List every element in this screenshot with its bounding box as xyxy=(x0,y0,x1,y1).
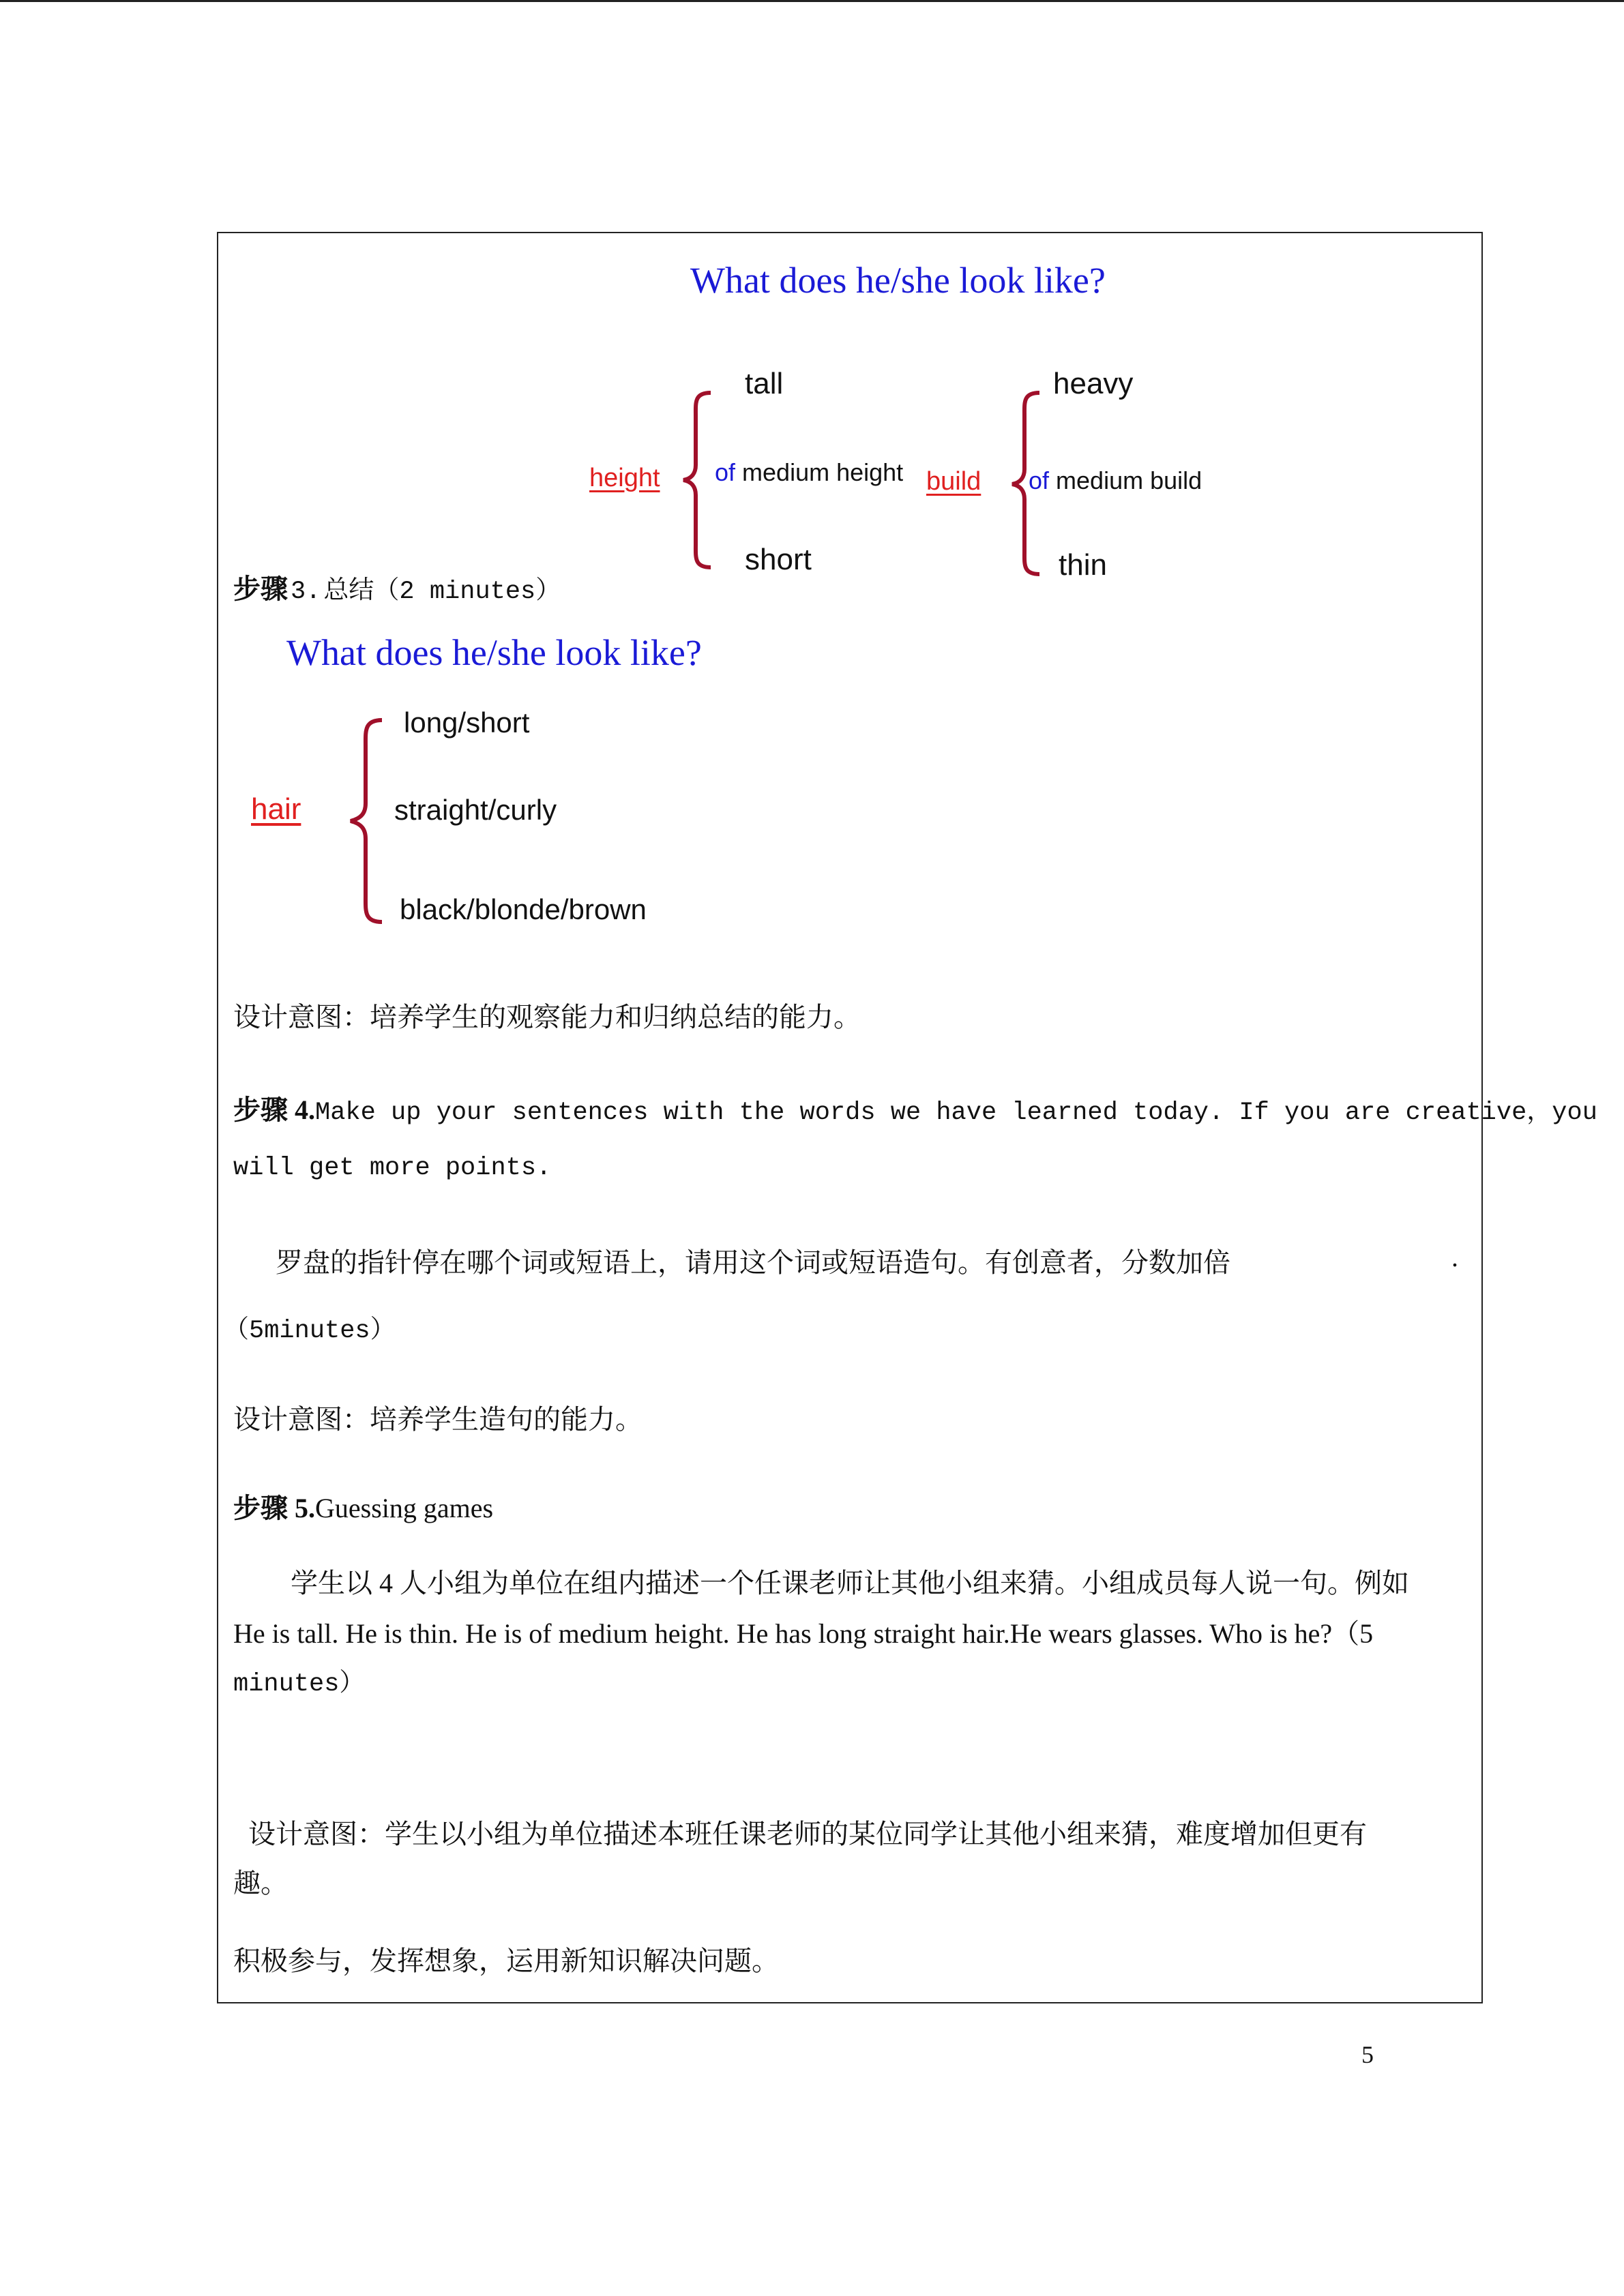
build-item-thin: thin xyxy=(1059,548,1107,582)
build-item-heavy: heavy xyxy=(1053,367,1134,400)
step3-heading xyxy=(233,567,561,606)
design-intent-3-line1: 设计意图：学生以小组为单位描述本班任课老师的某位同学让其他小组来猜，难度增加但更有 xyxy=(248,1819,1367,1849)
diagram1-title: What does he/she look like? xyxy=(690,260,1106,301)
step3-label: 步骤 xyxy=(233,573,288,604)
closing-text: 积极参与，发挥想象，运用新知识解决问题。 xyxy=(233,1945,779,1976)
content-frame xyxy=(217,232,1597,2003)
hair-category: hair xyxy=(251,792,301,826)
hair-item-color: black/blonde/brown xyxy=(400,893,647,925)
page-number: 5 xyxy=(1361,2041,1374,2068)
step5-line2: He is tall. He is thin. He is of medium height. He has long straight hair.He wears glasses. Who is he?（5 xyxy=(233,1618,1374,1649)
step4-line1 xyxy=(233,1088,1597,1127)
step4-label: 步骤 4. xyxy=(233,1094,315,1125)
design-intent-1: 设计意图：培养学生的观察能力和归纳总结的能力。 xyxy=(233,1002,861,1032)
diagram2-title: What does he/she look like? xyxy=(286,632,702,673)
step3-text: 总结（2 minutes） xyxy=(323,578,561,606)
build-category: build xyxy=(926,467,981,496)
step4-dot: . xyxy=(1451,1242,1458,1272)
hair-item-length: long/short xyxy=(404,706,530,739)
step5-label: 步骤 5. xyxy=(233,1493,315,1523)
medium-height-text: medium height xyxy=(742,458,904,486)
step3-number: 3. xyxy=(291,578,321,606)
of-connector: of xyxy=(1029,466,1050,494)
design-intent-3-line2: 趣。 xyxy=(233,1868,288,1898)
step4-time: （5minutes） xyxy=(224,1317,396,1345)
height-item-medium xyxy=(715,458,903,487)
medium-build-text: medium build xyxy=(1056,466,1202,494)
top-rule xyxy=(0,0,1624,2)
step5-title: Guessing games xyxy=(315,1493,494,1523)
step4-line2: will get more points. xyxy=(233,1154,552,1182)
step5-line1: 学生以 4 人小组为单位在组内描述一个任课老师让其他小组来猜。小组成员每人说一句。例如 xyxy=(291,1568,1409,1598)
hair-item-texture: straight/curly xyxy=(394,794,557,826)
design-intent-2: 设计意图：培养学生造句的能力。 xyxy=(233,1404,643,1435)
of-connector: of xyxy=(715,458,736,486)
height-item-short: short xyxy=(745,543,812,576)
step5-heading xyxy=(233,1487,493,1525)
step4-chinese: 罗盘的指针停在哪个词或短语上，请用这个词或短语造句。有创意者，分数加倍 xyxy=(276,1247,1230,1278)
height-category: height xyxy=(589,464,660,492)
hair-brace xyxy=(345,715,393,927)
step5-line3: minutes） xyxy=(233,1670,365,1699)
build-item-medium xyxy=(1029,466,1202,495)
step4-text-1: Make up your sentences with the words we have learned today. If you are creative，you xyxy=(315,1099,1597,1127)
height-item-tall: tall xyxy=(745,367,784,400)
